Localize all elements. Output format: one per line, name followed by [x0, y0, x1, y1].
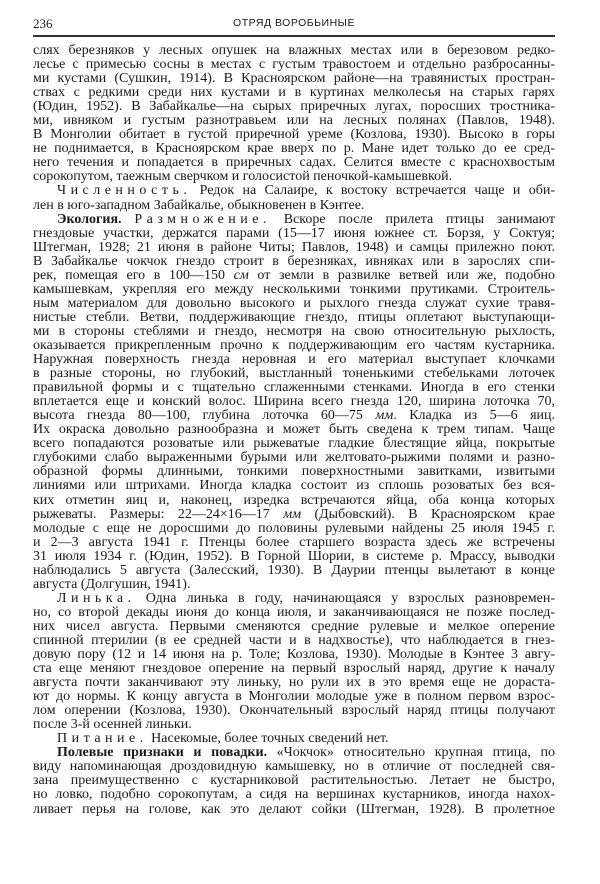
- text-run: Штегман, 1928; 21 июня в районе Читы; Павлов, 1948) и самцы прилежно поют.: [33, 240, 555, 255]
- text-run: в разные стороны, но глубокий, выстланный тоненькими стебельками лоточек: [33, 367, 555, 382]
- text-line: [33, 508, 555, 522]
- text-line: [33, 170, 555, 184]
- text-line: [33, 44, 555, 58]
- text-line: [33, 142, 555, 156]
- text-line: [33, 760, 555, 774]
- text-run: ным материалом для довольно высокого и рыхлого гнезда служат сухие травя-: [33, 296, 555, 311]
- text-run: оказывается прикрепленным прочно к поддерживающим его частям кустарника.: [33, 338, 555, 353]
- text-run: сорокопутом, таежным сверчком и голосистой пеночкой-камышевкой.: [33, 170, 453, 185]
- text-run: ми, ивняком и густым разнотравьем или на лесных полянах (Павлов, 1948).: [33, 114, 555, 129]
- text-line: [33, 409, 555, 423]
- text-line: [33, 325, 555, 339]
- text-line: [33, 100, 555, 114]
- text-run: слях березняков у лесных опушек на влажных местах или в березовом редко-: [33, 44, 555, 58]
- text-line: [33, 592, 555, 606]
- text-run: ста еще меняют гнездовое оперение на первый взрослый наряд, другие к началу: [33, 662, 555, 677]
- text-line: [33, 437, 555, 451]
- text-line: [33, 578, 555, 592]
- text-run: рек, помещая его в 100—150: [33, 268, 234, 283]
- subsection-heading: Размножение.: [134, 212, 271, 227]
- text-run: Вскоре после прилета птицы занимают: [270, 212, 555, 227]
- text-run: [122, 213, 135, 227]
- text-line: [33, 367, 555, 381]
- text-run: ми кустами (Сушкин, 1914). В Красноярском районе—на травянистых простран-: [33, 72, 555, 87]
- text-line: [33, 494, 555, 508]
- text-line: [33, 213, 555, 227]
- text-run: наблюдались 5 августа (Залесский, 1930). В Даурии птенцы вылетают в конце: [33, 563, 555, 578]
- text-run: 31 июля 1934 г. (Юдин, 1952). В Горной Шории, в системе р. Мрассу, выводки: [33, 549, 555, 564]
- text-run: после 3-й осенней линьки.: [33, 718, 192, 733]
- text-run: виду напоминающая дроздовидную камышевку, но в отличие от последней свя-: [33, 760, 555, 775]
- text-run: (Дыбовский). В Красноярском крае: [301, 507, 555, 522]
- text-line: [33, 339, 555, 353]
- text-line: [33, 634, 555, 648]
- text-run: . Кладка из 5—6 яиц.: [393, 409, 555, 424]
- text-run: августа (Долгушин, 1941).: [33, 577, 191, 592]
- text-run: но, со второй декады июня до конца июля, и заканчивающаяся не позже послед-: [33, 605, 555, 620]
- text-run: лен в юго-западном Забайкалье, обыкновенен в Кэнтее.: [33, 198, 365, 213]
- text-line: [33, 297, 555, 311]
- text-run: линиями или штрихами. Иногда кладка состоит из сплошь розоватых без вся-: [33, 479, 555, 494]
- text-run: правильной формы и с тщательно сглаженными стенками. Иногда в его стенки: [33, 381, 555, 396]
- text-line: [33, 451, 555, 465]
- text-line: [33, 86, 555, 100]
- text-line: [33, 227, 555, 241]
- text-run: камышевкам, укрепляя его между несколькими тонкими прутиками. Строитель-: [33, 282, 555, 297]
- text-line: [33, 353, 555, 367]
- text-line: [33, 620, 555, 634]
- text-line: [33, 311, 555, 325]
- text-run: всего попадаются розоватые или рыжеватые гладкие блестящие яйца, покрытые: [33, 437, 555, 452]
- text-line: [33, 241, 555, 255]
- text-line: [33, 774, 555, 788]
- text-line: [33, 564, 555, 578]
- text-line: [33, 58, 555, 72]
- text-line: [33, 128, 555, 142]
- running-title: ОТРЯД ВОРОБЬИНЫЕ: [233, 17, 355, 29]
- text-line: [33, 423, 555, 437]
- text-run: Насекомые, более точных сведений нет.: [147, 732, 389, 747]
- text-line: [33, 184, 555, 198]
- text-run: нистые стебли. Ветви, поддерживающие гнездо, птицы оплетают выступающи-: [33, 310, 555, 325]
- text-run: высота гнезда 80—100, глубина лоточка 60—75: [33, 409, 376, 424]
- section-heading: Экология.: [57, 212, 122, 227]
- text-run: спинной птерилии (в ее средней части и в надхвостье), что наблюдается в гнез-: [33, 633, 555, 648]
- text-run: ствах с редкими среди них кустами и в куртинах мелколесья на старых гарях: [33, 86, 555, 101]
- text-line: [33, 606, 555, 620]
- text-line: [33, 522, 555, 536]
- text-run: мм: [375, 409, 394, 424]
- text-run: глубокими слабо выраженными бурыми или желтовато-рыжими полями и разно-: [33, 451, 555, 466]
- text-run: них чисел августа. Первыми сменяются средние рулевые и мелкое оперение: [33, 619, 555, 634]
- page-header: [33, 16, 555, 34]
- text-run: него течения и попадается в приречных садах. Селится вместе с краснохвостым: [33, 156, 555, 171]
- text-run: ких отметин яиц и, наконец, изредка встречаются яйца, оба конца которых: [33, 493, 555, 508]
- text-run: ми в стороны стеблями и гнездо, несмотря на свою относительную рыхлость,: [33, 324, 555, 339]
- text-run: лом оперении (Козлова, 1930). Окончательный взрослый наряд птицы получают: [33, 704, 555, 719]
- text-run: лесье с примесью сосны в местах с густым травостоем и отдельно разбросанны-: [33, 58, 555, 73]
- text-line: [33, 536, 555, 550]
- text-run: (Юдин, 1952). В Забайкалье—на сырых приречных лугах, поросших тростника-: [33, 100, 555, 115]
- text-line: [33, 732, 555, 746]
- text-line: [33, 788, 555, 802]
- text-run: Их окраска довольно разнообразна и может быть сведена к трем типам. Чаще: [33, 423, 555, 438]
- text-run: ют до нормы. К концу августа в Монголии молодые уже в полном первом взрос-: [33, 690, 555, 705]
- subsection-heading: Линька.: [57, 591, 136, 606]
- text-line: [33, 704, 555, 718]
- text-line: [33, 72, 555, 86]
- text-line: [33, 156, 555, 170]
- text-line: [33, 381, 555, 395]
- subsection-heading: Численность.: [57, 184, 192, 199]
- text-run: рыжеваты. Размеры: 22—24×16—17: [33, 507, 284, 522]
- text-line: [33, 283, 555, 297]
- text-line: [33, 269, 555, 283]
- text-run: образной формы длинными, тонкими поверхностными завитками, извитыми: [33, 465, 555, 480]
- text-run: и 2—3 августа 1941 г. Птенцы более старшего возраста здесь же встречены: [33, 535, 555, 550]
- text-run: В Монголии обитает в густой приречной уреме (Козлова, 1930). Высоко в горы: [33, 128, 555, 143]
- text-run: довую пору (12 и 14 июня на р. Толе; Козлова, 1930). Молодые в Кэнтее 3 авгу-: [33, 648, 555, 663]
- section-heading: Полевые признаки и повадки.: [57, 746, 268, 761]
- page-number: 236: [33, 16, 53, 31]
- text-run: «Чокчок» относительно крупная птица, по: [267, 746, 555, 761]
- text-line: [33, 746, 555, 760]
- text-run: не поднимается, в Красноярском крае вверх по р. Мане идет только до ее сред-: [33, 142, 555, 157]
- text-run: Наружная поверхность гнезда неровная и его материал выступает клочками: [33, 353, 555, 368]
- text-line: [33, 550, 555, 564]
- text-line: [33, 648, 555, 662]
- text-line: [33, 803, 555, 817]
- text-line: [33, 676, 555, 690]
- subsection-heading: Питание.: [57, 732, 148, 747]
- text-line: [33, 662, 555, 676]
- text-run: молодые с еще не доросшими до половины рулевыми найдены 25 июля 1945 г.: [33, 521, 555, 536]
- text-run: см: [233, 268, 249, 283]
- text-run: от земли в развилке ветвей или же, подобно: [248, 268, 555, 283]
- text-run: но ловко, подобно сорокопутам, а сидя на вершинах кустарников, иногда нахох-: [33, 788, 555, 803]
- header-rule: [33, 35, 555, 37]
- text-run: ливает перья на голове, как это делают сойки (Штегман, 1928). В пролетное: [33, 802, 555, 817]
- body-text: [33, 44, 555, 817]
- text-line: [33, 199, 555, 213]
- text-line: [33, 479, 555, 493]
- text-line: [33, 465, 555, 479]
- text-run: Редок на Салаире, к востоку встречается чаще и оби-: [191, 184, 555, 199]
- text-run: мм: [283, 507, 302, 522]
- text-run: вплетается еще и конский волос. Ширина всего гнезда 120, ширина лоточка 70,: [33, 395, 555, 410]
- text-line: [33, 395, 555, 409]
- text-line: [33, 718, 555, 732]
- text-run: гнездовые участки, держатся парами (15—17 июня южнее ст. Борзя, у Соктуя;: [33, 226, 555, 241]
- text-line: [33, 255, 555, 269]
- text-line: [33, 114, 555, 128]
- text-run: Одна линька в году, начинающаяся у взрослых разновремен-: [135, 591, 555, 606]
- text-line: [33, 690, 555, 704]
- text-run: В Забайкалье чокчок гнездо строит в березняках, ивняках или в зарослях спи-: [33, 254, 555, 269]
- text-run: августа почти заканчивают эту линьку, но рули их в это время еще не дораста-: [33, 676, 555, 691]
- text-run: зана преимущественно с кустарниковой растительностью. Летает не быстро,: [33, 774, 555, 789]
